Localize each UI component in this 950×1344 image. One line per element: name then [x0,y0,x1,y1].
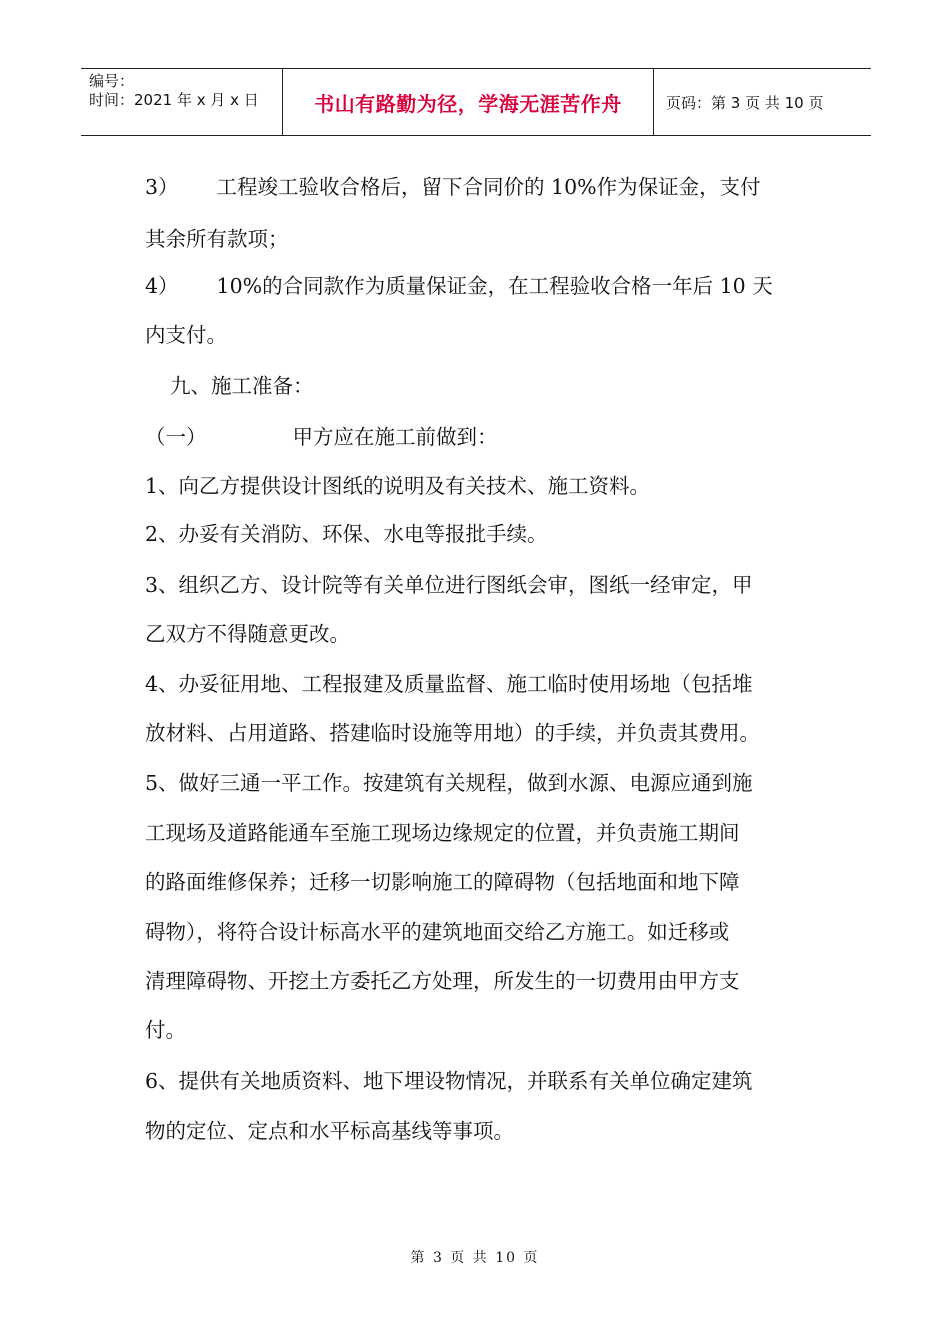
paragraph-1: 1、向乙方提供设计图纸的说明及有关技术、施工资料。 [145,474,651,498]
header-page-info: 页码：第 3 页 共 10 页 [666,93,824,112]
item-3-line-1 [145,174,761,200]
header-meta [81,69,283,135]
paragraph-6-line-1: 6、提供有关地质资料、地下埋设物情况，并联系有关单位确定建筑 [145,1069,753,1093]
item-4-line-1 [145,273,773,299]
item-4-number: 4） [145,274,179,298]
subsection-1-number: （一） [145,425,207,449]
paragraph-5-line-3: 的路面维修保养；迁移一切影响施工的障碍物（包括地面和地下障 [145,870,740,894]
paragraph-2: 2、办妥有关消防、环保、水电等报批手续。 [145,522,548,546]
paragraph-4-line-1: 4、办妥征用地、工程报建及质量监督、施工临时使用场地（包括堆 [145,672,753,696]
paragraph-5-line-4: 碍物），将符合设计标高水平的建筑地面交给乙方施工。如迁移或 [145,920,730,944]
paragraph-5-line-5: 清理障碍物、开挖土方委托乙方处理，所发生的一切费用由甲方支 [145,969,740,993]
paragraph-5-line-2: 工现场及道路能通车至施工现场边缘规定的位置，并负责施工期间 [145,821,740,845]
item-3-text: 工程竣工验收合格后，留下合同价的 10%作为保证金，支付 [216,175,761,199]
document-number-label: 编号： [89,72,135,90]
header-motto-cell [283,69,654,135]
paragraph-5-line-6: 付。 [145,1018,186,1042]
paragraph-5-line-1: 5、做好三通一平工作。按建筑有关规程，做到水源、电源应通到施 [145,771,753,795]
paragraph-6-line-2: 物的定位、定点和水平标高基线等事项。 [145,1119,514,1143]
item-3-number: 3） [145,175,179,199]
header-motto: 书山有路勤为径，学海无涯苦作舟 [314,91,622,116]
item-4-text: 10%的合同款作为质量保证金，在工程验收合格一年后 10 天 [216,274,773,298]
page-footer: 第 3 页 共 10 页 [410,1250,540,1266]
page-header [81,68,871,136]
section-9-title: 九、施工准备： [170,374,314,398]
paragraph-3-line-2: 乙双方不得随意更改。 [145,622,350,646]
header-page-info-cell [654,69,871,135]
item-3-line-2: 其余所有款项； [145,227,289,251]
subsection-1-heading [145,424,498,450]
paragraph-3-line-1: 3、组织乙方、设计院等有关单位进行图纸会审，图纸一经审定，甲 [145,573,753,597]
paragraph-4-line-2: 放材料、占用道路、搭建临时设施等用地）的手续，并负责其费用。 [145,721,760,745]
subsection-1-title: 甲方应在施工前做到： [292,425,498,449]
item-4-line-2: 内支付。 [145,323,227,347]
document-date-label: 时间：2021 年 x 月 x 日 [89,91,259,109]
